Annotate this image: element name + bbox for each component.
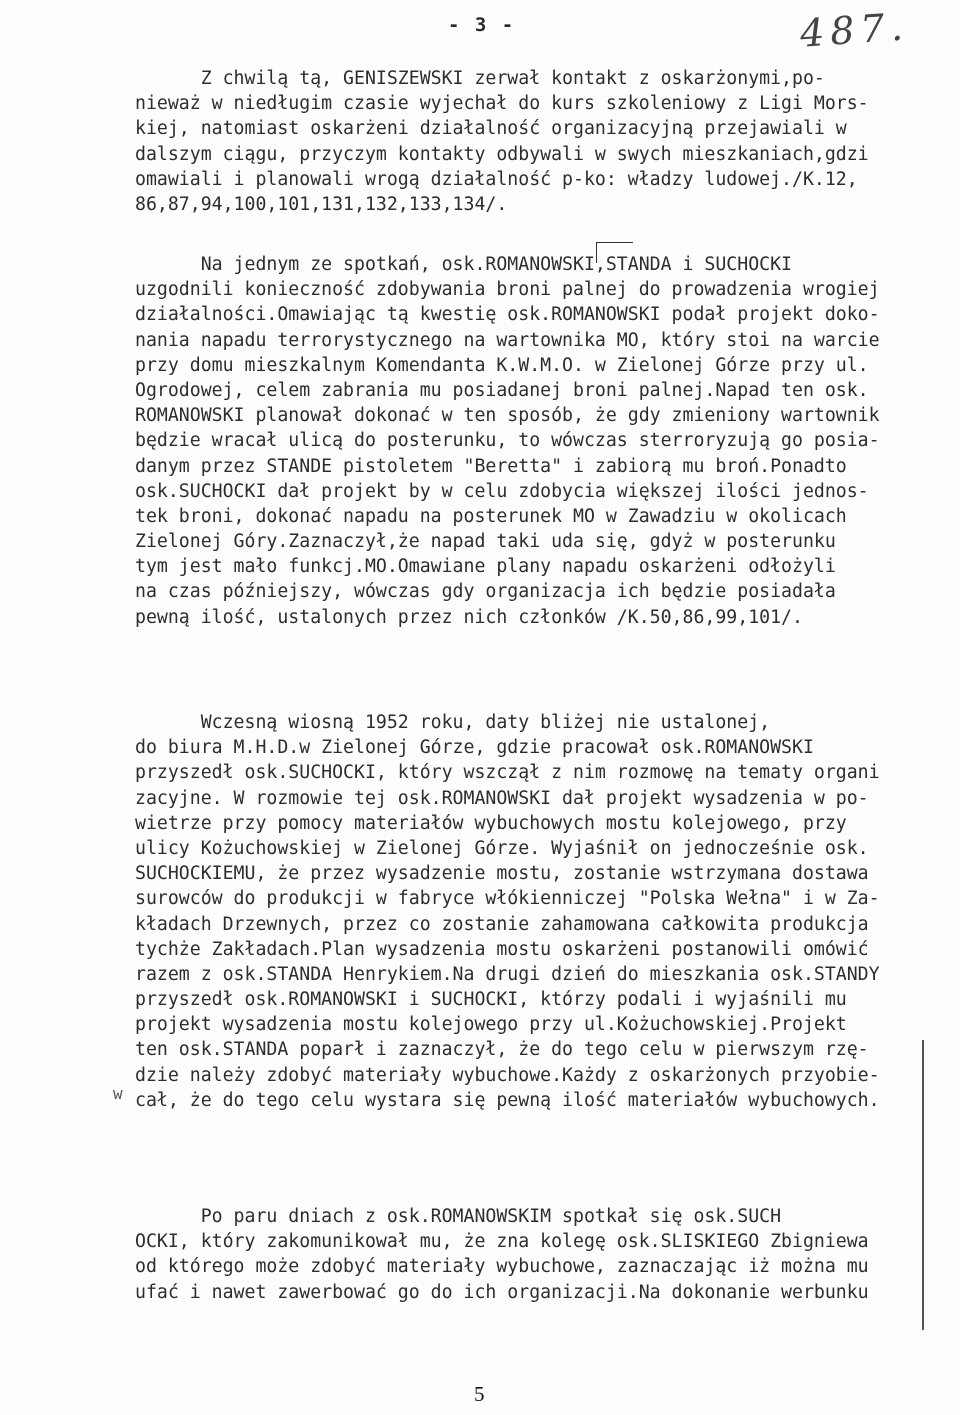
- text-line: będzie wracał ulicą do posterunku, to wówczas sterroryzują go posia-: [135, 430, 880, 452]
- text-line: działalności.Omawiając tą kwestię osk.ROMANOWSKI podał projekt doko-: [135, 304, 880, 326]
- paragraph-3: [135, 710, 925, 1113]
- page-number: 5: [474, 1382, 485, 1406]
- text-line: do biura M.H.D.w Zielonej Górze, gdzie pracował osk.ROMANOWSKI: [135, 737, 814, 759]
- text-line: OCKI, który zakomunikował mu, że zna kolegę osk.SLISKIEGO Zbigniewa: [135, 1231, 869, 1253]
- text-line: Po paru dniach z osk.ROMANOWSKIM spotkał się osk.SUCH: [135, 1206, 782, 1227]
- text-line: surowców do produkcji w fabryce włókienniczej "Polska Wełna" i w Za-: [135, 888, 880, 910]
- text-line: tym jest mało funkcj.MO.Omawiane plany napadu oskarżeni odłożyli: [135, 556, 836, 578]
- text-line: uzgodnili konieczność zdobywania broni palnej do prowadzenia wrogiej: [135, 279, 880, 301]
- text-line: kładach Drzewnych, przez co zostanie zahamowana całkowita produkcja: [135, 913, 869, 935]
- text-line: projekt wysadzenia mostu kolejowego przy ul.Kożuchowskiej.Projekt: [135, 1014, 847, 1036]
- text-line: ten osk.STANDA poparł i zaznaczył, że do tego celu w pierwszym rzę-: [135, 1039, 869, 1061]
- text-line: danym przez STANDE pistoletem "Beretta" i zabiorą mu broń.Ponadto: [135, 455, 847, 477]
- text-line: nieważ w niedługim czasie wyjechał do kurs szkoleniowy z Ligi Mors-: [135, 93, 869, 115]
- text-line: ulicy Kożuchowskiej w Zielonej Górze. Wyjaśnił on jednocześnie osk.: [135, 837, 869, 859]
- margin-pen-line: [922, 1040, 924, 1330]
- text-line: nania napadu terrorystycznego na wartownika MO, który stoi na warcie: [135, 329, 880, 351]
- page-marker: - 3 -: [448, 14, 516, 36]
- text-line: tek broni, dokonać napadu na posterunek MO w Zawadziu w okolicach: [135, 505, 847, 527]
- text-line: pewną ilość, ustalonych przez nich członków /K.50,86,99,101/.: [135, 606, 803, 628]
- text-line: SUCHOCKIEMU, że przez wysadzenie mostu, zostanie wstrzymana dostawa: [135, 863, 869, 885]
- text-line: zacyjne. W rozmowie tej osk.ROMANOWSKI dał projekt wysadzenia w po-: [135, 787, 869, 809]
- text-line: Z chwilą tą, GENISZEWSKI zerwał kontakt z oskarżonymi,po-: [135, 68, 825, 89]
- paragraph-2: [135, 252, 925, 630]
- text-line: Zielonej Góry.Zaznaczył,że napad taki uda się, gdyż w posterunku: [135, 531, 836, 553]
- text-line: 86,87,94,100,101,131,132,133,134/.: [135, 193, 508, 215]
- text-line: kiej, natomiast oskarżeni działalność organizacyjną przejawiali w: [135, 118, 847, 140]
- text-line: ufać i nawet zawerbować go do ich organizacji.Na dokonanie werbunku: [135, 1281, 869, 1303]
- text-line: Na jednym ze spotkań, osk.ROMANOWSKI,STANDA i SUCHOCKI: [135, 254, 792, 275]
- text-line: ROMANOWSKI planował dokonać w ten sposób, że gdy zmieniony wartownik: [135, 405, 880, 427]
- text-line: razem z osk.STANDA Henrykiem.Na drugi dzień do mieszkania osk.STANDY: [135, 963, 880, 985]
- text-line: Wczesną wiosną 1952 roku, daty bliżej nie ustalonej,: [135, 712, 771, 733]
- handwritten-archive-number: 487.: [798, 4, 911, 56]
- text-line: osk.SUCHOCKI dał projekt by w celu zdobycia większej ilości jednos-: [135, 480, 869, 502]
- text-line: omawiali i planowali wrogą działalność p-ko: władzy ludowej./K.12,: [135, 168, 858, 190]
- text-line: dalszym ciągu, przyczym kontakty odbywali w swych mieszkaniach,gdzi: [135, 143, 869, 165]
- text-line: na czas późniejszy, wówczas gdy organizacja ich będzie posiadała: [135, 581, 836, 603]
- text-line: cał, że do tego celu wystara się pewną ilość materiałów wybuchowych.: [135, 1089, 880, 1111]
- paragraph-1: [135, 66, 925, 217]
- text-line: dzie należy zdobyć materiały wybuchowe.Każdy z oskarżonych przyobie-: [135, 1064, 880, 1086]
- text-line: Ogrodowej, celem zabrania mu posiadanej broni palnej.Napad ten osk.: [135, 379, 869, 401]
- paragraph-4: [135, 1204, 925, 1305]
- text-line: przyszedł osk.SUCHOCKI, który wszczął z nim rozmowę na tematy organi: [135, 762, 880, 784]
- text-line: od którego może zdobyć materiały wybuchowe, zaznaczając iż można mu: [135, 1256, 869, 1278]
- text-line: przy domu mieszkalnym Komendanta K.W.M.O. w Zielonej Górze przy ul.: [135, 354, 869, 376]
- text-line: przyszedł osk.ROMANOWSKI i SUCHOCKI, którzy podali i wyjaśnili mu: [135, 989, 847, 1011]
- text-line: wietrze przy pomocy materiałów wybuchowych mostu kolejowego, przy: [135, 812, 847, 834]
- text-line: tychże Zakładach.Plan wysadzenia mostu oskarżeni postanowili omówić: [135, 938, 869, 960]
- margin-note: w: [113, 1084, 123, 1103]
